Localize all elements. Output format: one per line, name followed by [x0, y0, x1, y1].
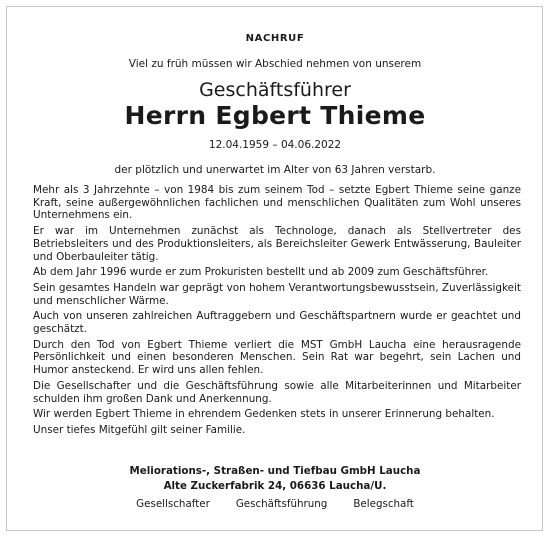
life-dates: 12.04.1959 – 04.06.2022 — [208, 139, 342, 151]
body-paragraph: Unser tiefes Mitgefühl gilt seiner Familie. — [33, 423, 246, 436]
body-paragraph: Mehr als 3 Jahrzehnte – von 1984 bis zum seinem Tod – setzte Egbert Thieme seine ganze Kraft, seine außergewöhnlichen fachlichen und menschlichen Qualitäten zum Wohl unseres Unternehmens ein. — [33, 184, 521, 222]
signers-row — [0, 498, 550, 510]
signer-geschaeftsfuehrung: Geschäftsführung — [235, 498, 328, 510]
company-block — [0, 464, 550, 494]
company-address: Alte Zuckerfabrik 24, 06636 Laucha/U. — [163, 480, 387, 492]
body-paragraph: Er war im Unternehmen zunächst als Technologe, danach als Stellvertreter des Betriebsleiters und des Produktionsleiters, als Bereichsleiter Gewerk Entwässerung, Bauleiter und Oberbauleiter tätig. — [33, 225, 521, 263]
signer-belegschaft: Belegschaft — [353, 498, 414, 510]
position-title: Geschäftsführer — [199, 79, 351, 101]
signer-gesellschafter: Gesellschafter — [136, 498, 210, 510]
body-paragraph: Auch von unseren zahlreichen Auftraggebern und Geschäftspartnern wurde er geachtet und geschätzt. — [33, 310, 521, 336]
intro-line: Viel zu früh müssen wir Abschied nehmen von unserem — [128, 58, 422, 70]
body-paragraph: Ab dem Jahr 1996 wurde er zum Prokuristen bestellt und ab 2009 zum Geschäftsführer. — [33, 266, 489, 279]
body-paragraph: Wir werden Egbert Thieme in ehrendem Gedenken stets in unserer Erinnerung behalten. — [33, 408, 495, 421]
obituary-kicker: NACHRUF — [245, 33, 305, 44]
deceased-name: Herrn Egbert Thieme — [124, 101, 426, 130]
obituary-body — [33, 184, 521, 440]
company-name: Meliorations-, Straßen- und Tiefbau GmbH Laucha — [129, 465, 421, 477]
body-paragraph: Sein gesamtes Handeln war geprägt von hohem Verantwortungsbewusstsein, Zuverlässigkeit und menschlicher Wärme. — [33, 281, 521, 307]
body-paragraph: Durch den Tod von Egbert Thieme verliert die MST GmbH Laucha eine herausragende Persönlichkeit und einen besonderen Menschen. Sein Rat war begehrt, sein Lachen und Humor ansteckend. Er wird uns allen fehlen. — [33, 338, 521, 377]
death-note: der plötzlich und unerwartet im Alter von 63 Jahren verstarb. — [114, 164, 436, 176]
body-paragraph: Die Gesellschafter und die Geschäftsführung sowie alle Mitarbeiterinnen und Mitarbeiter schulden ihm großen Dank und Anerkennung. — [33, 379, 521, 405]
